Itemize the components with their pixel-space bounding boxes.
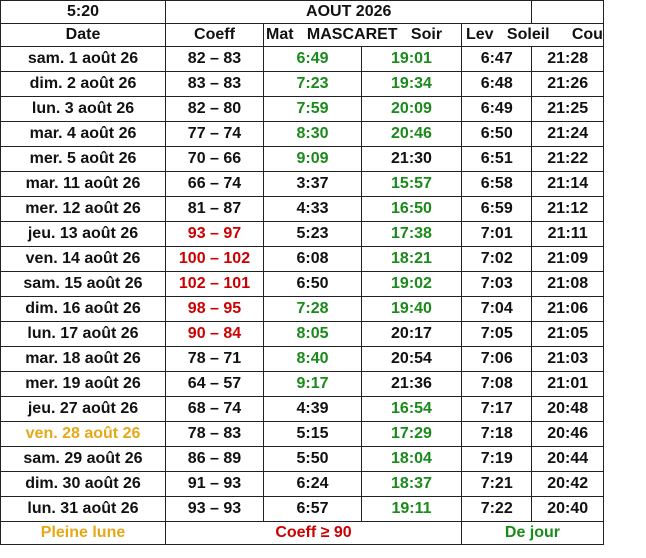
- cell-cou: 21:22: [532, 147, 604, 172]
- cell-date: mer. 5 août 26: [1, 147, 166, 172]
- cell-cou: 21:06: [532, 297, 604, 322]
- cell-mat: 6:08: [264, 247, 362, 272]
- table-row: [1, 447, 604, 472]
- cell-cou: 20:42: [532, 472, 604, 497]
- cell-date: ven. 14 août 26: [1, 247, 166, 272]
- cell-coeff: 91 – 93: [166, 472, 264, 497]
- legend-coeff-high: Coeff ≥ 90: [166, 522, 462, 545]
- cell-lev: 6:58: [462, 172, 532, 197]
- cell-lev: 7:19: [462, 447, 532, 472]
- cell-date: ven. 28 août 26: [1, 422, 166, 447]
- cell-coeff: 93 – 97: [166, 222, 264, 247]
- cell-soir: 21:36: [362, 372, 462, 397]
- cell-lev: 7:01: [462, 222, 532, 247]
- cell-cou: 21:24: [532, 122, 604, 147]
- header-soleil-label: Soleil: [506, 26, 550, 43]
- table-row: [1, 497, 604, 522]
- header-cou: Cou: [571, 26, 603, 43]
- legend-daytime: De jour: [462, 522, 604, 545]
- cell-mat: 9:17: [264, 372, 362, 397]
- cell-lev: 6:49: [462, 97, 532, 122]
- cell-lev: 7:03: [462, 272, 532, 297]
- cell-date: mer. 12 août 26: [1, 197, 166, 222]
- cell-mat: 8:40: [264, 347, 362, 372]
- table-row: [1, 222, 604, 247]
- cell-coeff: 90 – 84: [166, 322, 264, 347]
- column-header-row: [1, 24, 604, 47]
- cell-date: lun. 3 août 26: [1, 97, 166, 122]
- cell-cou: 20:48: [532, 397, 604, 422]
- cell-mat: 6:49: [264, 47, 362, 72]
- cell-mat: 7:28: [264, 297, 362, 322]
- cell-date: dim. 16 août 26: [1, 297, 166, 322]
- cell-soir: 19:01: [362, 47, 462, 72]
- cell-date: lun. 17 août 26: [1, 322, 166, 347]
- cell-mat: 8:05: [264, 322, 362, 347]
- cell-soir: 19:02: [362, 272, 462, 297]
- cell-coeff: 82 – 80: [166, 97, 264, 122]
- cell-date: mer. 19 août 26: [1, 372, 166, 397]
- cell-date: lun. 31 août 26: [1, 497, 166, 522]
- cell-coeff: 102 – 101: [166, 272, 264, 297]
- table-row: [1, 197, 604, 222]
- cell-coeff: 82 – 83: [166, 47, 264, 72]
- cell-soir: 19:11: [362, 497, 462, 522]
- cell-mat: 5:23: [264, 222, 362, 247]
- table-row: [1, 297, 604, 322]
- cell-lev: 7:05: [462, 322, 532, 347]
- cell-soir: 20:09: [362, 97, 462, 122]
- cell-soir: 20:54: [362, 347, 462, 372]
- table-row: [1, 97, 604, 122]
- table-row: [1, 122, 604, 147]
- cell-coeff: 70 – 66: [166, 147, 264, 172]
- cell-lev: 7:21: [462, 472, 532, 497]
- cell-cou: 21:26: [532, 72, 604, 97]
- table-row: [1, 72, 604, 97]
- header-coeff: Coeff: [166, 24, 264, 47]
- cell-lev: 6:47: [462, 47, 532, 72]
- cell-soir: 20:46: [362, 122, 462, 147]
- legend: [1, 522, 604, 545]
- cell-coeff: 93 – 93: [166, 497, 264, 522]
- legend-row: [1, 522, 604, 545]
- cell-soir: 17:38: [362, 222, 462, 247]
- cell-coeff: 83 – 83: [166, 72, 264, 97]
- cell-cou: 21:09: [532, 247, 604, 272]
- cell-soir: 18:04: [362, 447, 462, 472]
- cell-lev: 7:17: [462, 397, 532, 422]
- table-row: [1, 372, 604, 397]
- cell-cou: 20:44: [532, 447, 604, 472]
- cell-soir: 21:30: [362, 147, 462, 172]
- table-row: [1, 322, 604, 347]
- table-row: [1, 347, 604, 372]
- cell-soir: 16:54: [362, 397, 462, 422]
- cell-lev: 6:50: [462, 122, 532, 147]
- cell-mat: 5:50: [264, 447, 362, 472]
- cell-coeff: 98 – 95: [166, 297, 264, 322]
- cell-cou: 20:46: [532, 422, 604, 447]
- month-title: AOUT 2026: [166, 1, 532, 24]
- cell-date: sam. 1 août 26: [1, 47, 166, 72]
- cell-lev: 7:04: [462, 297, 532, 322]
- cell-lev: 7:22: [462, 497, 532, 522]
- cell-mat: 6:24: [264, 472, 362, 497]
- cell-lev: 6:51: [462, 147, 532, 172]
- table-row: [1, 472, 604, 497]
- cell-coeff: 64 – 57: [166, 372, 264, 397]
- table-row: [1, 272, 604, 297]
- title-blank-cell: [532, 1, 604, 24]
- cell-coeff: 81 – 87: [166, 197, 264, 222]
- cell-date: sam. 29 août 26: [1, 447, 166, 472]
- cell-coeff: 100 – 102: [166, 247, 264, 272]
- cell-cou: 21:28: [532, 47, 604, 72]
- header-date: Date: [1, 24, 166, 47]
- cell-soir: 20:17: [362, 322, 462, 347]
- cell-mat: 7:59: [264, 97, 362, 122]
- cell-cou: 21:12: [532, 197, 604, 222]
- cell-coeff: 86 – 89: [166, 447, 264, 472]
- header-lev: Lev: [466, 26, 494, 43]
- table-row: [1, 147, 604, 172]
- cell-date: dim. 2 août 26: [1, 72, 166, 97]
- cell-date: jeu. 13 août 26: [1, 222, 166, 247]
- table-row: [1, 397, 604, 422]
- cell-mat: 6:50: [264, 272, 362, 297]
- cell-date: mar. 18 août 26: [1, 347, 166, 372]
- cell-date: sam. 15 août 26: [1, 272, 166, 297]
- cell-cou: 21:25: [532, 97, 604, 122]
- header-mascaret-label: MASCARET: [306, 26, 398, 43]
- cell-date: dim. 30 août 26: [1, 472, 166, 497]
- cell-cou: 21:03: [532, 347, 604, 372]
- cell-mat: 7:23: [264, 72, 362, 97]
- cell-soir: 18:21: [362, 247, 462, 272]
- cell-cou: 20:40: [532, 497, 604, 522]
- header-mascaret: [264, 24, 462, 47]
- cell-mat: 4:39: [264, 397, 362, 422]
- cell-coeff: 78 – 83: [166, 422, 264, 447]
- cell-mat: 6:57: [264, 497, 362, 522]
- header-soir: Soir: [410, 26, 443, 43]
- cell-cou: 21:01: [532, 372, 604, 397]
- cell-soir: 16:50: [362, 197, 462, 222]
- table-row: [1, 422, 604, 447]
- cell-coeff: 77 – 74: [166, 122, 264, 147]
- cell-soir: 15:57: [362, 172, 462, 197]
- cell-soir: 19:34: [362, 72, 462, 97]
- cell-coeff: 78 – 71: [166, 347, 264, 372]
- table-row: [1, 247, 604, 272]
- cell-mat: 3:37: [264, 172, 362, 197]
- title-row: [1, 1, 604, 24]
- cell-lev: 7:18: [462, 422, 532, 447]
- cell-cou: 21:14: [532, 172, 604, 197]
- cell-lev: 7:08: [462, 372, 532, 397]
- cell-lev: 7:02: [462, 247, 532, 272]
- cell-lev: 6:48: [462, 72, 532, 97]
- cell-coeff: 66 – 74: [166, 172, 264, 197]
- cell-lev: 7:06: [462, 347, 532, 372]
- cell-soir: 19:40: [362, 297, 462, 322]
- cell-mat: 4:33: [264, 197, 362, 222]
- cell-date: mar. 4 août 26: [1, 122, 166, 147]
- cell-cou: 21:08: [532, 272, 604, 297]
- cell-mat: 5:15: [264, 422, 362, 447]
- cell-mat: 8:30: [264, 122, 362, 147]
- legend-full-moon: Pleine lune: [1, 522, 166, 545]
- cell-soir: 18:37: [362, 472, 462, 497]
- cell-mat: 9:09: [264, 147, 362, 172]
- table-row: [1, 47, 604, 72]
- cell-cou: 21:05: [532, 322, 604, 347]
- table-row: [1, 172, 604, 197]
- cell-soir: 17:29: [362, 422, 462, 447]
- cell-lev: 6:59: [462, 197, 532, 222]
- current-time: 5:20: [1, 1, 166, 24]
- cell-coeff: 68 – 74: [166, 397, 264, 422]
- tide-table-body: [1, 1, 604, 522]
- header-mat: Mat: [266, 26, 294, 43]
- cell-cou: 21:11: [532, 222, 604, 247]
- cell-date: mar. 11 août 26: [1, 172, 166, 197]
- header-soleil: [462, 24, 604, 47]
- cell-date: jeu. 27 août 26: [1, 397, 166, 422]
